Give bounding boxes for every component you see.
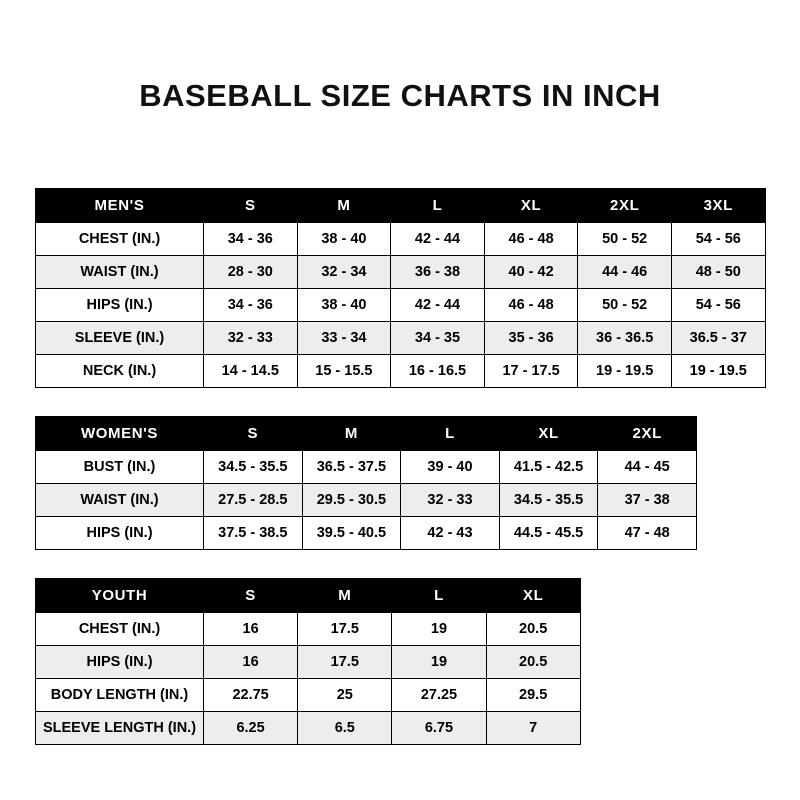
table-cell: 15 - 15.5 <box>297 355 391 388</box>
table-row <box>36 613 581 646</box>
column-header: WOMEN'S <box>36 417 204 451</box>
row-label: CHEST (IN.) <box>36 613 204 646</box>
table-row <box>36 712 581 745</box>
table-cell: 44 - 46 <box>578 256 672 289</box>
mens-size-table <box>35 188 766 388</box>
row-label: BUST (IN.) <box>36 451 204 484</box>
table-header-row <box>36 189 766 223</box>
size-tables-container <box>35 188 765 745</box>
table-row <box>36 256 766 289</box>
table-cell: 35 - 36 <box>484 322 578 355</box>
table-cell: 38 - 40 <box>297 223 391 256</box>
row-label: WAIST (IN.) <box>36 484 204 517</box>
column-header: S <box>204 189 298 223</box>
table-cell: 48 - 50 <box>671 256 765 289</box>
row-label: NECK (IN.) <box>36 355 204 388</box>
table-cell: 34.5 - 35.5 <box>499 484 598 517</box>
column-header: XL <box>499 417 598 451</box>
column-header: 2XL <box>598 417 697 451</box>
row-label: HIPS (IN.) <box>36 289 204 322</box>
column-header: MEN'S <box>36 189 204 223</box>
row-label: CHEST (IN.) <box>36 223 204 256</box>
table-cell: 19 <box>392 646 486 679</box>
table-header-row <box>36 579 581 613</box>
table-cell: 37.5 - 38.5 <box>204 517 303 550</box>
column-header: XL <box>486 579 580 613</box>
table-cell: 42 - 44 <box>391 289 485 322</box>
table-cell: 17.5 <box>298 613 392 646</box>
row-label: HIPS (IN.) <box>36 517 204 550</box>
table-cell: 20.5 <box>486 646 580 679</box>
table-cell: 27.5 - 28.5 <box>204 484 303 517</box>
column-header: 3XL <box>671 189 765 223</box>
row-label: BODY LENGTH (IN.) <box>36 679 204 712</box>
table-row <box>36 355 766 388</box>
row-label: WAIST (IN.) <box>36 256 204 289</box>
table-cell: 34 - 35 <box>391 322 485 355</box>
table-cell: 19 - 19.5 <box>671 355 765 388</box>
table-cell: 40 - 42 <box>484 256 578 289</box>
table-cell: 16 - 16.5 <box>391 355 485 388</box>
column-header: YOUTH <box>36 579 204 613</box>
column-header: S <box>204 579 298 613</box>
table-cell: 32 - 33 <box>204 322 298 355</box>
table-cell: 16 <box>204 613 298 646</box>
table-cell: 47 - 48 <box>598 517 697 550</box>
table-cell: 50 - 52 <box>578 223 672 256</box>
table-cell: 22.75 <box>204 679 298 712</box>
table-cell: 54 - 56 <box>671 223 765 256</box>
table-cell: 34.5 - 35.5 <box>204 451 303 484</box>
table-cell: 17 - 17.5 <box>484 355 578 388</box>
table-cell: 36.5 - 37 <box>671 322 765 355</box>
column-header: M <box>302 417 401 451</box>
table-cell: 39 - 40 <box>401 451 500 484</box>
table-cell: 14 - 14.5 <box>204 355 298 388</box>
column-header: 2XL <box>578 189 672 223</box>
table-cell: 7 <box>486 712 580 745</box>
womens-size-table <box>35 416 697 550</box>
table-cell: 32 - 33 <box>401 484 500 517</box>
column-header: S <box>204 417 303 451</box>
table-cell: 54 - 56 <box>671 289 765 322</box>
table-cell: 19 - 19.5 <box>578 355 672 388</box>
table-cell: 29.5 <box>486 679 580 712</box>
table-cell: 42 - 43 <box>401 517 500 550</box>
table-row <box>36 223 766 256</box>
table-cell: 44.5 - 45.5 <box>499 517 598 550</box>
table-cell: 34 - 36 <box>204 223 298 256</box>
column-header: M <box>297 189 391 223</box>
table-cell: 41.5 - 42.5 <box>499 451 598 484</box>
table-row <box>36 289 766 322</box>
column-header: L <box>391 189 485 223</box>
youth-size-table <box>35 578 581 745</box>
table-cell: 36 - 38 <box>391 256 485 289</box>
table-cell: 17.5 <box>298 646 392 679</box>
table-cell: 32 - 34 <box>297 256 391 289</box>
table-cell: 42 - 44 <box>391 223 485 256</box>
table-cell: 37 - 38 <box>598 484 697 517</box>
table-row <box>36 679 581 712</box>
table-cell: 19 <box>392 613 486 646</box>
table-cell: 44 - 45 <box>598 451 697 484</box>
table-row <box>36 451 697 484</box>
table-cell: 38 - 40 <box>297 289 391 322</box>
table-row <box>36 484 697 517</box>
table-cell: 36.5 - 37.5 <box>302 451 401 484</box>
table-cell: 34 - 36 <box>204 289 298 322</box>
table-cell: 6.75 <box>392 712 486 745</box>
table-cell: 6.25 <box>204 712 298 745</box>
table-cell: 25 <box>298 679 392 712</box>
column-header: L <box>401 417 500 451</box>
column-header: XL <box>484 189 578 223</box>
column-header: M <box>298 579 392 613</box>
table-header-row <box>36 417 697 451</box>
table-cell: 28 - 30 <box>204 256 298 289</box>
row-label: HIPS (IN.) <box>36 646 204 679</box>
page-title: BASEBALL SIZE CHARTS IN INCH <box>139 78 661 113</box>
row-label: SLEEVE LENGTH (IN.) <box>36 712 204 745</box>
table-cell: 33 - 34 <box>297 322 391 355</box>
table-cell: 6.5 <box>298 712 392 745</box>
table-cell: 46 - 48 <box>484 223 578 256</box>
table-cell: 39.5 - 40.5 <box>302 517 401 550</box>
table-cell: 20.5 <box>486 613 580 646</box>
table-row <box>36 517 697 550</box>
table-cell: 16 <box>204 646 298 679</box>
table-cell: 46 - 48 <box>484 289 578 322</box>
table-row <box>36 646 581 679</box>
table-cell: 36 - 36.5 <box>578 322 672 355</box>
row-label: SLEEVE (IN.) <box>36 322 204 355</box>
table-row <box>36 322 766 355</box>
column-header: L <box>392 579 486 613</box>
table-cell: 27.25 <box>392 679 486 712</box>
table-cell: 50 - 52 <box>578 289 672 322</box>
table-cell: 29.5 - 30.5 <box>302 484 401 517</box>
